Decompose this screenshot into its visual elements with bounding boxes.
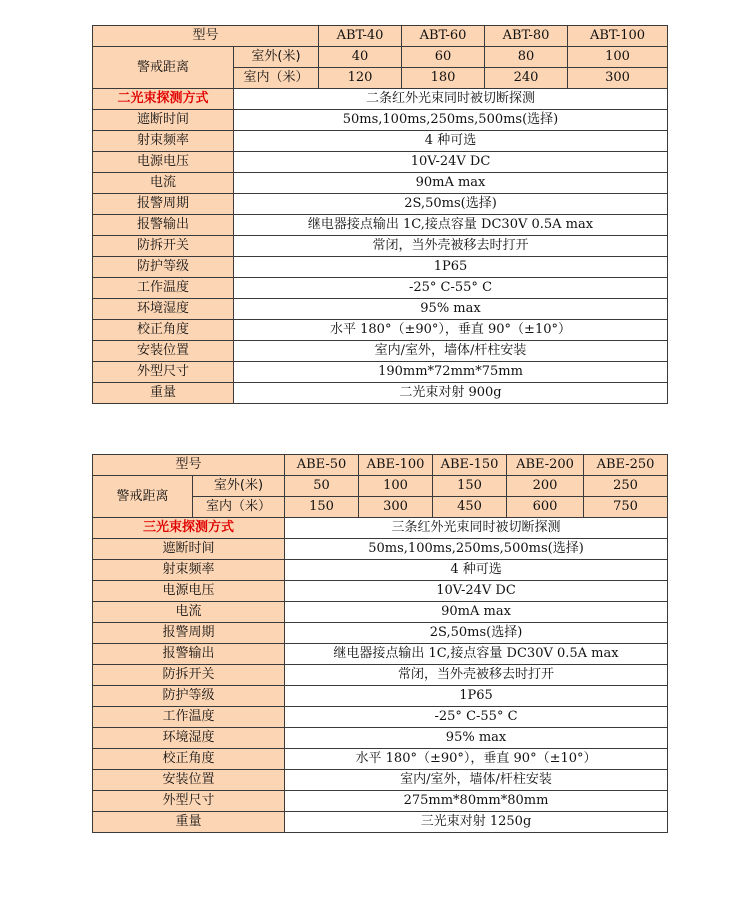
- spec-row: [93, 623, 668, 644]
- spec-label: 报警输出: [93, 215, 234, 236]
- spec-row: [93, 728, 668, 749]
- spec-row: [93, 131, 668, 152]
- spec-label: 安装位置: [93, 770, 285, 791]
- spec-label: 环境湿度: [93, 299, 234, 320]
- model-cell: ABT-40: [319, 26, 402, 47]
- spec-row: [93, 362, 668, 383]
- spec-value: 10V-24V DC: [285, 581, 668, 602]
- outdoor-value: 100: [359, 476, 433, 497]
- spec-label: 安装位置: [93, 341, 234, 362]
- model-label: 型号: [93, 455, 285, 476]
- spec-value: 50ms,100ms,250ms,500ms(选择): [285, 539, 668, 560]
- spec-row: [93, 110, 668, 131]
- spec-row: [93, 581, 668, 602]
- spec-row: [93, 89, 668, 110]
- spec-row: [93, 236, 668, 257]
- spec-row: [93, 257, 668, 278]
- spec-value: 2S,50ms(选择): [234, 194, 668, 215]
- model-label: 型号: [93, 26, 319, 47]
- spec-label: 遮断时间: [93, 110, 234, 131]
- spec-value: 10V-24V DC: [234, 152, 668, 173]
- spec-row: [93, 791, 668, 812]
- indoor-value: 600: [507, 497, 584, 518]
- spec-row: [93, 539, 668, 560]
- spec-row: [93, 518, 668, 539]
- spec-row: [93, 560, 668, 581]
- spec-label: 校正角度: [93, 749, 285, 770]
- indoor-label: 室内（米）: [234, 68, 319, 89]
- spec-label: 重量: [93, 812, 285, 833]
- spec-label: 射束频率: [93, 560, 285, 581]
- outdoor-value: 80: [485, 47, 568, 68]
- spec-label: 三光束探测方式: [93, 518, 285, 539]
- model-cell: ABT-100: [568, 26, 668, 47]
- spec-value: 二光束对射 900g: [234, 383, 668, 404]
- spec-row: [93, 194, 668, 215]
- spec-row: [93, 665, 668, 686]
- model-cell: ABE-100: [359, 455, 433, 476]
- outdoor-value: 200: [507, 476, 584, 497]
- model-cell: ABT-60: [402, 26, 485, 47]
- spec-value: 水平 180°（±90°），垂直 90°（±10°）: [285, 749, 668, 770]
- spec-label: 电源电压: [93, 581, 285, 602]
- spec-row: [93, 383, 668, 404]
- spec-table-abe: [92, 454, 668, 833]
- spec-row: [93, 341, 668, 362]
- spec-label: 电源电压: [93, 152, 234, 173]
- indoor-value: 120: [319, 68, 402, 89]
- spec-row: [93, 707, 668, 728]
- spec-value: 4 种可选: [234, 131, 668, 152]
- model-cell: ABE-50: [285, 455, 359, 476]
- spec-label: 环境湿度: [93, 728, 285, 749]
- outdoor-value: 60: [402, 47, 485, 68]
- indoor-value: 300: [359, 497, 433, 518]
- spec-row: [93, 278, 668, 299]
- spec-label: 防拆开关: [93, 236, 234, 257]
- spec-row: [93, 320, 668, 341]
- outdoor-value: 40: [319, 47, 402, 68]
- indoor-value: 300: [568, 68, 668, 89]
- spec-row: [93, 299, 668, 320]
- spec-value: 95% max: [234, 299, 668, 320]
- spec-value: 190mm*72mm*75mm: [234, 362, 668, 383]
- spec-value: 室内/室外，墙体/杆柱安装: [234, 341, 668, 362]
- spec-value: -25° C-55° C: [234, 278, 668, 299]
- spec-row: [93, 602, 668, 623]
- spec-value: 三光束对射 1250g: [285, 812, 668, 833]
- spec-value: 2S,50ms(选择): [285, 623, 668, 644]
- spec-value: 90mA max: [234, 173, 668, 194]
- outdoor-value: 150: [433, 476, 507, 497]
- spec-value: 继电器接点输出 1C,接点容量 DC30V 0.5A max: [234, 215, 668, 236]
- spec-label: 遮断时间: [93, 539, 285, 560]
- spec-table-abt: [92, 25, 668, 404]
- spec-label: 射束频率: [93, 131, 234, 152]
- spec-label: 报警周期: [93, 623, 285, 644]
- spec-label: 电流: [93, 173, 234, 194]
- model-cell: ABE-250: [584, 455, 668, 476]
- indoor-value: 450: [433, 497, 507, 518]
- spec-value: 1P65: [285, 686, 668, 707]
- spec-label: 重量: [93, 383, 234, 404]
- spec-label: 二光束探测方式: [93, 89, 234, 110]
- spec-value: 4 种可选: [285, 560, 668, 581]
- spec-label: 防护等级: [93, 686, 285, 707]
- spec-value: 常闭，当外壳被移去时打开: [285, 665, 668, 686]
- distance-label: 警戒距离: [93, 476, 193, 518]
- model-row: [93, 455, 668, 476]
- outdoor-value: 50: [285, 476, 359, 497]
- indoor-value: 750: [584, 497, 668, 518]
- spec-label: 报警周期: [93, 194, 234, 215]
- outdoor-label: 室外(米): [193, 476, 285, 497]
- spec-label: 电流: [93, 602, 285, 623]
- spec-row: [93, 173, 668, 194]
- spec-value: 三条红外光束同时被切断探测: [285, 518, 668, 539]
- spec-label: 外型尺寸: [93, 362, 234, 383]
- spec-row: [93, 686, 668, 707]
- model-cell: ABE-200: [507, 455, 584, 476]
- spec-value: 90mA max: [285, 602, 668, 623]
- spec-row: [93, 215, 668, 236]
- spec-label: 防拆开关: [93, 665, 285, 686]
- spec-value: 室内/室外，墙体/杆柱安装: [285, 770, 668, 791]
- spec-label: 防护等级: [93, 257, 234, 278]
- spec-row: [93, 812, 668, 833]
- spec-label: 外型尺寸: [93, 791, 285, 812]
- spec-value: 继电器接点输出 1C,接点容量 DC30V 0.5A max: [285, 644, 668, 665]
- model-row: [93, 26, 668, 47]
- indoor-value: 150: [285, 497, 359, 518]
- spec-label: 报警输出: [93, 644, 285, 665]
- outdoor-value: 250: [584, 476, 668, 497]
- spec-label: 工作温度: [93, 278, 234, 299]
- outdoor-row: [93, 476, 668, 497]
- indoor-label: 室内（米）: [193, 497, 285, 518]
- outdoor-row: [93, 47, 668, 68]
- spec-label: 校正角度: [93, 320, 234, 341]
- indoor-value: 180: [402, 68, 485, 89]
- outdoor-label: 室外(米): [234, 47, 319, 68]
- spec-value: 水平 180°（±90°），垂直 90°（±10°）: [234, 320, 668, 341]
- model-cell: ABE-150: [433, 455, 507, 476]
- model-cell: ABT-80: [485, 26, 568, 47]
- spec-row: [93, 770, 668, 791]
- spec-value: 95% max: [285, 728, 668, 749]
- distance-label: 警戒距离: [93, 47, 234, 89]
- spec-value: 275mm*80mm*80mm: [285, 791, 668, 812]
- spec-value: 50ms,100ms,250ms,500ms(选择): [234, 110, 668, 131]
- spec-value: 二条红外光束同时被切断探测: [234, 89, 668, 110]
- spec-row: [93, 644, 668, 665]
- spec-value: 常闭，当外壳被移去时打开: [234, 236, 668, 257]
- outdoor-value: 100: [568, 47, 668, 68]
- spec-label: 工作温度: [93, 707, 285, 728]
- indoor-value: 240: [485, 68, 568, 89]
- spec-row: [93, 749, 668, 770]
- spec-row: [93, 152, 668, 173]
- spec-value: 1P65: [234, 257, 668, 278]
- spec-value: -25° C-55° C: [285, 707, 668, 728]
